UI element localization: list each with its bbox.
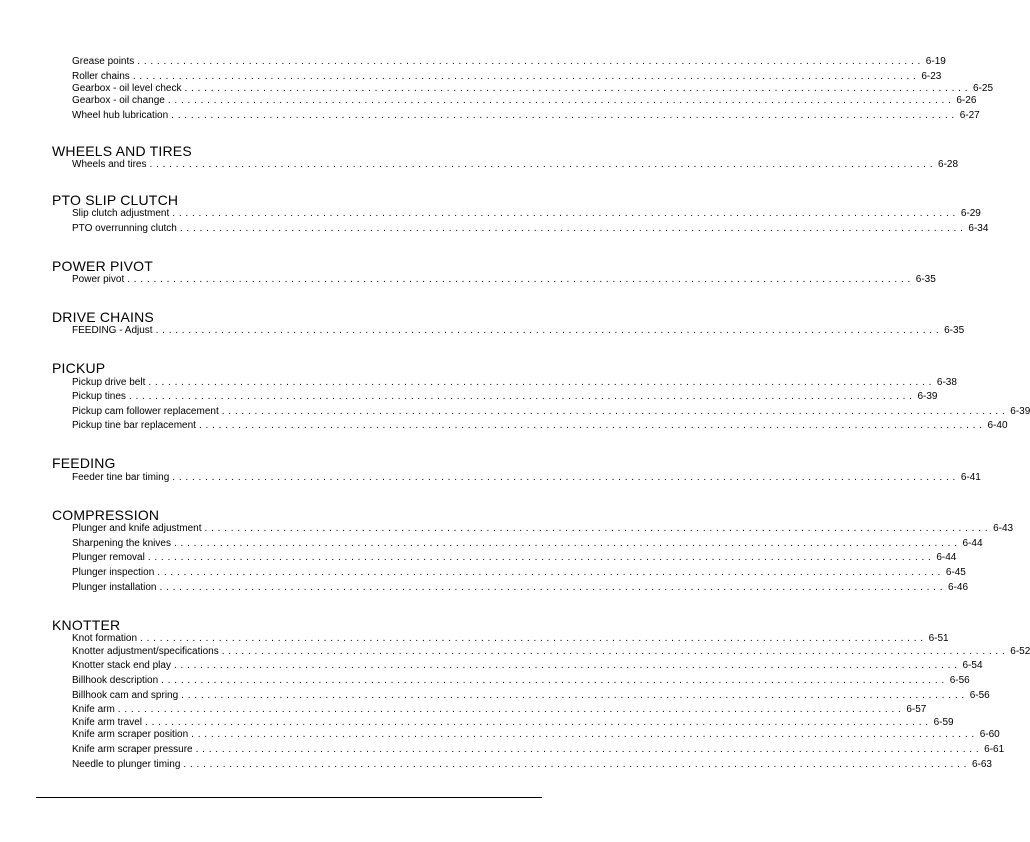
dot-leader: . . . . . . . . . . . . . . . . . . . . . . . . . . . . . . . . . . . . . . . . . . . . . . . . . . . . . . . . . . . . . . . . . . . . . . . . . . . . . . . . . . . . . . . . . . . . . . . . . . . . . . . . . . . . . . . . . . . . . . . .: [181, 690, 965, 701]
dot-leader: . . . . . . . . . . . . . . . . . . . . . . . . . . . . . . . . . . . . . . . . . . . . . . . . . . . . . . . . . . . . . . . . . . . . . . . . . . . . . . . . . . . . . . . . . . . . . . . . . . . . . . . . . . . . . . . . . . . . . . . .: [159, 582, 944, 593]
toc-entry-label: Grease points: [72, 56, 135, 67]
toc-entry-label: Plunger and knife adjustment: [72, 523, 202, 534]
toc-entry-page: 6-39: [917, 391, 938, 402]
toc-entry[interactable]: [72, 703, 927, 716]
dot-leader: . . . . . . . . . . . . . . . . . . . . . . . . . . . . . . . . . . . . . . . . . . . . . . . . . . . . . . . . . . . . . . . . . . . . . . . . . . . . . . . . . . . . . . . . . . . . . . . . . . . . . . . . . . . . . . . . . . . . . . . .: [221, 646, 1006, 657]
dot-leader: . . . . . . . . . . . . . . . . . . . . . . . . . . . . . . . . . . . . . . . . . . . . . . . . . . . . . . . . . . . . . . . . . . . . . . . . . . . . . . . . . . . . . . . . . . . . . . . . . . . . . . . . . . . . . . . . . . . . . . . .: [117, 704, 902, 715]
toc-entry-label: Gearbox - oil change: [72, 95, 165, 106]
toc-entry-label: Sharpening the knives: [72, 538, 171, 549]
section-heading: WHEELS AND TIRES: [52, 143, 192, 159]
dot-leader: . . . . . . . . . . . . . . . . . . . . . . . . . . . . . . . . . . . . . . . . . . . . . . . . . . . . . . . . . . . . . . . . . . . . . . . . . . . . . . . . . . . . . . . . . . . . . . . . . . . . . . . . . . . . . . . . . . . . . . . .: [149, 159, 934, 170]
toc-entry-page: 6-59: [933, 717, 954, 728]
toc-entry-page: 6-34: [968, 223, 989, 234]
toc-entry[interactable]: [72, 405, 1030, 418]
toc-entry[interactable]: [72, 645, 1030, 658]
toc-entry[interactable]: [72, 55, 946, 68]
toc-entry-label: Wheel hub lubrication: [72, 110, 169, 121]
dot-leader: . . . . . . . . . . . . . . . . . . . . . . . . . . . . . . . . . . . . . . . . . . . . . . . . . . . . . . . . . . . . . . . . . . . . . . . . . . . . . . . . . . . . . . . . . . . . . . . . . . . . . . . . . . . . . . . . . . . . . . . .: [157, 567, 941, 578]
toc-entry-label: Feeder tine bar timing: [72, 472, 170, 483]
toc-entry-label: Knife arm travel: [72, 717, 143, 728]
toc-entry-label: Knife arm scraper pressure: [72, 744, 193, 755]
dot-leader: . . . . . . . . . . . . . . . . . . . . . . . . . . . . . . . . . . . . . . . . . . . . . . . . . . . . . . . . . . . . . . . . . . . . . . . . . . . . . . . . . . . . . . . . . . . . . . . . . . . . . . . . . . . . . . . . . . . . . . . .: [128, 391, 913, 402]
toc-entry-label: FEEDING - Adjust: [72, 325, 153, 336]
toc-entry-label: Plunger inspection: [72, 567, 155, 578]
dot-leader: . . . . . . . . . . . . . . . . . . . . . . . . . . . . . . . . . . . . . . . . . . . . . . . . . . . . . . . . . . . . . . . . . . . . . . . . . . . . . . . . . . . . . . . . . . . . . . . . . . . . . . . . . . . . . . . . . . . . . . . .: [132, 71, 917, 82]
toc-entry-page: 6-23: [921, 71, 942, 82]
section-heading: DRIVE CHAINS: [52, 309, 154, 325]
toc-entry[interactable]: [72, 419, 1008, 432]
toc-entry[interactable]: [72, 390, 938, 403]
toc-entry-label: Knotter adjustment/specifications: [72, 646, 219, 657]
toc-entry-label: Wheels and tires: [72, 159, 147, 170]
toc-entry-label: Knotter stack end play: [72, 660, 171, 671]
dot-leader: . . . . . . . . . . . . . . . . . . . . . . . . . . . . . . . . . . . . . . . . . . . . . . . . . . . . . . . . . . . . . . . . . . . . . . . . . . . . . . . . . . . . . . . . . . . . . . . . . . . . . . . . . . . . . . . . . . . . . . . .: [173, 538, 958, 549]
toc-entry-label: Pickup cam follower replacement: [72, 406, 219, 417]
dot-leader: . . . . . . . . . . . . . . . . . . . . . . . . . . . . . . . . . . . . . . . . . . . . . . . . . . . . . . . . . . . . . . . . . . . . . . . . . . . . . . . . . . . . . . . . . . . . . . . . . . . . . . . . . . . . . . . . . . . . . . . .: [171, 110, 955, 121]
toc-entry[interactable]: [72, 566, 966, 579]
dot-leader: . . . . . . . . . . . . . . . . . . . . . . . . . . . . . . . . . . . . . . . . . . . . . . . . . . . . . . . . . . . . . . . . . . . . . . . . . . . . . . . . . . . . . . . . . . . . . . . . . . . . . . . . . . . . . . . . . . . . . . . .: [145, 717, 929, 728]
toc-entry-label: Roller chains: [72, 71, 130, 82]
toc-entry-page: 6-26: [956, 95, 977, 106]
toc-entry-page: 6-56: [949, 675, 970, 686]
toc-entry-page: 6-25: [973, 83, 994, 94]
toc-entry-label: Power pivot: [72, 274, 125, 285]
toc-entry-page: 6-61: [984, 744, 1005, 755]
toc-entry-page: 6-46: [948, 582, 969, 593]
toc-entry-label: Plunger removal: [72, 552, 145, 563]
toc-entry[interactable]: [72, 273, 936, 286]
dot-leader: . . . . . . . . . . . . . . . . . . . . . . . . . . . . . . . . . . . . . . . . . . . . . . . . . . . . . . . . . . . . . . . . . . . . . . . . . . . . . . . . . . . . . . . . . . . . . . . . . . . . . . . . . . . . . . . . . . . . . . . .: [179, 223, 964, 234]
dot-leader: . . . . . . . . . . . . . . . . . . . . . . . . . . . . . . . . . . . . . . . . . . . . . . . . . . . . . . . . . . . . . . . . . . . . . . . . . . . . . . . . . . . . . . . . . . . . . . . . . . . . . . . . . . . . . . . . . . . . . . . .: [140, 633, 924, 644]
toc-entry[interactable]: [72, 222, 989, 235]
toc-entry-page: 6-52: [1010, 646, 1030, 657]
toc-entry-label: Knife arm scraper position: [72, 729, 189, 740]
toc-entry[interactable]: [72, 674, 970, 687]
toc-entry-page: 6-40: [987, 420, 1008, 431]
toc-entry[interactable]: [72, 743, 1005, 756]
toc-entry[interactable]: [72, 728, 1000, 741]
toc-entry-label: PTO overrunning clutch: [72, 223, 177, 234]
dot-leader: . . . . . . . . . . . . . . . . . . . . . . . . . . . . . . . . . . . . . . . . . . . . . . . . . . . . . . . . . . . . . . . . . . . . . . . . . . . . . . . . . . . . . . . . . . . . . . . . . . . . . . . . . . . . . . . . . . . . . . . .: [148, 377, 932, 388]
toc-entry-page: 6-43: [993, 523, 1014, 534]
toc-entry-label: Slip clutch adjustment: [72, 208, 170, 219]
toc-entry-page: 6-28: [938, 159, 959, 170]
toc-entry-page: 6-41: [960, 472, 981, 483]
dot-leader: . . . . . . . . . . . . . . . . . . . . . . . . . . . . . . . . . . . . . . . . . . . . . . . . . . . . . . . . . . . . . . . . . . . . . . . . . . . . . . . . . . . . . . . . . . . . . . . . . . . . . . . . . . . . . . . . . . . . . . . .: [204, 523, 989, 534]
toc-entry-label: Plunger installation: [72, 582, 157, 593]
toc-entry-page: 6-60: [979, 729, 1000, 740]
dot-leader: . . . . . . . . . . . . . . . . . . . . . . . . . . . . . . . . . . . . . . . . . . . . . . . . . . . . . . . . . . . . . . . . . . . . . . . . . . . . . . . . . . . . . . . . . . . . . . . . . . . . . . . . . . . . . . . . . . . . . . . .: [221, 406, 1006, 417]
section-heading: PICKUP: [52, 360, 106, 376]
toc-entry-label: Pickup tines: [72, 391, 126, 402]
toc-entry-label: Knot formation: [72, 633, 138, 644]
toc-entry-label: Pickup drive belt: [72, 377, 146, 388]
toc-entry[interactable]: [72, 537, 983, 550]
toc-entry[interactable]: [72, 659, 983, 672]
dot-leader: . . . . . . . . . . . . . . . . . . . . . . . . . . . . . . . . . . . . . . . . . . . . . . . . . . . . . . . . . . . . . . . . . . . . . . . . . . . . . . . . . . . . . . . . . . . . . . . . . . . . . . . . . . . . . . . . . . . . . . . .: [173, 660, 958, 671]
toc-entry[interactable]: [72, 581, 969, 594]
dot-leader: . . . . . . . . . . . . . . . . . . . . . . . . . . . . . . . . . . . . . . . . . . . . . . . . . . . . . . . . . . . . . . . . . . . . . . . . . . . . . . . . . . . . . . . . . . . . . . . . . . . . . . . . . . . . . . . . . . . . . . . .: [183, 759, 967, 770]
footer-rule: [36, 797, 542, 798]
toc-entry[interactable]: [72, 94, 977, 107]
section-heading: FEEDING: [52, 455, 116, 471]
toc-entry[interactable]: [72, 689, 990, 702]
section-heading: POWER PIVOT: [52, 258, 153, 274]
dot-leader: . . . . . . . . . . . . . . . . . . . . . . . . . . . . . . . . . . . . . . . . . . . . . . . . . . . . . . . . . . . . . . . . . . . . . . . . . . . . . . . . . . . . . . . . . . . . . . . . . . . . . . . . . . . . . . . . . . . . . . . .: [172, 472, 956, 483]
toc-entry[interactable]: [72, 551, 957, 564]
section-heading: PTO SLIP CLUTCH: [52, 192, 179, 208]
toc-entry-label: Knife arm: [72, 704, 115, 715]
section-heading: COMPRESSION: [52, 507, 160, 523]
toc-entry-page: 6-29: [960, 208, 981, 219]
toc-entry[interactable]: [72, 207, 981, 220]
toc-entry-page: 6-38: [936, 377, 957, 388]
toc-entry-page: 6-56: [969, 690, 990, 701]
toc-entry-page: 6-35: [915, 274, 936, 285]
toc-entry-page: 6-19: [925, 56, 946, 67]
toc-entry-page: 6-63: [971, 759, 992, 770]
dot-leader: . . . . . . . . . . . . . . . . . . . . . . . . . . . . . . . . . . . . . . . . . . . . . . . . . . . . . . . . . . . . . . . . . . . . . . . . . . . . . . . . . . . . . . . . . . . . . . . . . . . . . . . . . . . . . . . . . . . . . . . .: [127, 274, 911, 285]
toc-entry-label: Billhook cam and spring: [72, 690, 179, 701]
dot-leader: . . . . . . . . . . . . . . . . . . . . . . . . . . . . . . . . . . . . . . . . . . . . . . . . . . . . . . . . . . . . . . . . . . . . . . . . . . . . . . . . . . . . . . . . . . . . . . . . . . . . . . . . . . . . . . . . . . . . . . . .: [195, 744, 980, 755]
toc-entry[interactable]: [72, 324, 965, 337]
toc-entry[interactable]: [72, 632, 949, 645]
dot-leader: . . . . . . . . . . . . . . . . . . . . . . . . . . . . . . . . . . . . . . . . . . . . . . . . . . . . . . . . . . . . . . . . . . . . . . . . . . . . . . . . . . . . . . . . . . . . . . . . . . . . . . . . . . . . . . . . . . . . . . . .: [184, 83, 969, 94]
toc-entry-label: Pickup tine bar replacement: [72, 420, 196, 431]
toc-entry-page: 6-57: [906, 704, 927, 715]
dot-leader: . . . . . . . . . . . . . . . . . . . . . . . . . . . . . . . . . . . . . . . . . . . . . . . . . . . . . . . . . . . . . . . . . . . . . . . . . . . . . . . . . . . . . . . . . . . . . . . . . . . . . . . . . . . . . . . . . . . . . . . .: [172, 208, 956, 219]
toc-entry[interactable]: [72, 471, 981, 484]
toc-entry-page: 6-27: [959, 110, 980, 121]
dot-leader: . . . . . . . . . . . . . . . . . . . . . . . . . . . . . . . . . . . . . . . . . . . . . . . . . . . . . . . . . . . . . . . . . . . . . . . . . . . . . . . . . . . . . . . . . . . . . . . . . . . . . . . . . . . . . . . . . . . . . . . .: [161, 675, 945, 686]
dot-leader: . . . . . . . . . . . . . . . . . . . . . . . . . . . . . . . . . . . . . . . . . . . . . . . . . . . . . . . . . . . . . . . . . . . . . . . . . . . . . . . . . . . . . . . . . . . . . . . . . . . . . . . . . . . . . . . . . . . . . . . .: [167, 95, 952, 106]
toc-entry-page: 6-44: [936, 552, 957, 563]
dot-leader: . . . . . . . . . . . . . . . . . . . . . . . . . . . . . . . . . . . . . . . . . . . . . . . . . . . . . . . . . . . . . . . . . . . . . . . . . . . . . . . . . . . . . . . . . . . . . . . . . . . . . . . . . . . . . . . . . . . . . . . .: [155, 325, 940, 336]
toc-entry-label: Needle to plunger timing: [72, 759, 181, 770]
toc-entry-label: Gearbox - oil level check: [72, 83, 182, 94]
toc-entry[interactable]: [72, 376, 957, 389]
toc-entry-page: 6-44: [962, 538, 983, 549]
toc-entry[interactable]: [72, 758, 992, 771]
toc-entry-page: 6-54: [962, 660, 983, 671]
toc-entry[interactable]: [72, 522, 1014, 535]
section-heading: KNOTTER: [52, 617, 121, 633]
toc-entry-page: 6-35: [944, 325, 965, 336]
dot-leader: . . . . . . . . . . . . . . . . . . . . . . . . . . . . . . . . . . . . . . . . . . . . . . . . . . . . . . . . . . . . . . . . . . . . . . . . . . . . . . . . . . . . . . . . . . . . . . . . . . . . . . . . . . . . . . . . . . . . . . . .: [191, 729, 975, 740]
toc-entry[interactable]: [72, 109, 980, 122]
dot-leader: . . . . . . . . . . . . . . . . . . . . . . . . . . . . . . . . . . . . . . . . . . . . . . . . . . . . . . . . . . . . . . . . . . . . . . . . . . . . . . . . . . . . . . . . . . . . . . . . . . . . . . . . . . . . . . . . . . . . . . . .: [198, 420, 983, 431]
toc-entry-page: 6-51: [928, 633, 949, 644]
dot-leader: . . . . . . . . . . . . . . . . . . . . . . . . . . . . . . . . . . . . . . . . . . . . . . . . . . . . . . . . . . . . . . . . . . . . . . . . . . . . . . . . . . . . . . . . . . . . . . . . . . . . . . . . . . . . . . . . . . . . . . . .: [147, 552, 932, 563]
toc-entry[interactable]: [72, 158, 959, 171]
toc-entry-label: Billhook description: [72, 675, 159, 686]
dot-leader: . . . . . . . . . . . . . . . . . . . . . . . . . . . . . . . . . . . . . . . . . . . . . . . . . . . . . . . . . . . . . . . . . . . . . . . . . . . . . . . . . . . . . . . . . . . . . . . . . . . . . . . . . . . . . . . . . . . . . . . .: [137, 56, 921, 67]
toc-entry-page: 6-39: [1010, 406, 1030, 417]
toc-entry-page: 6-45: [945, 567, 966, 578]
